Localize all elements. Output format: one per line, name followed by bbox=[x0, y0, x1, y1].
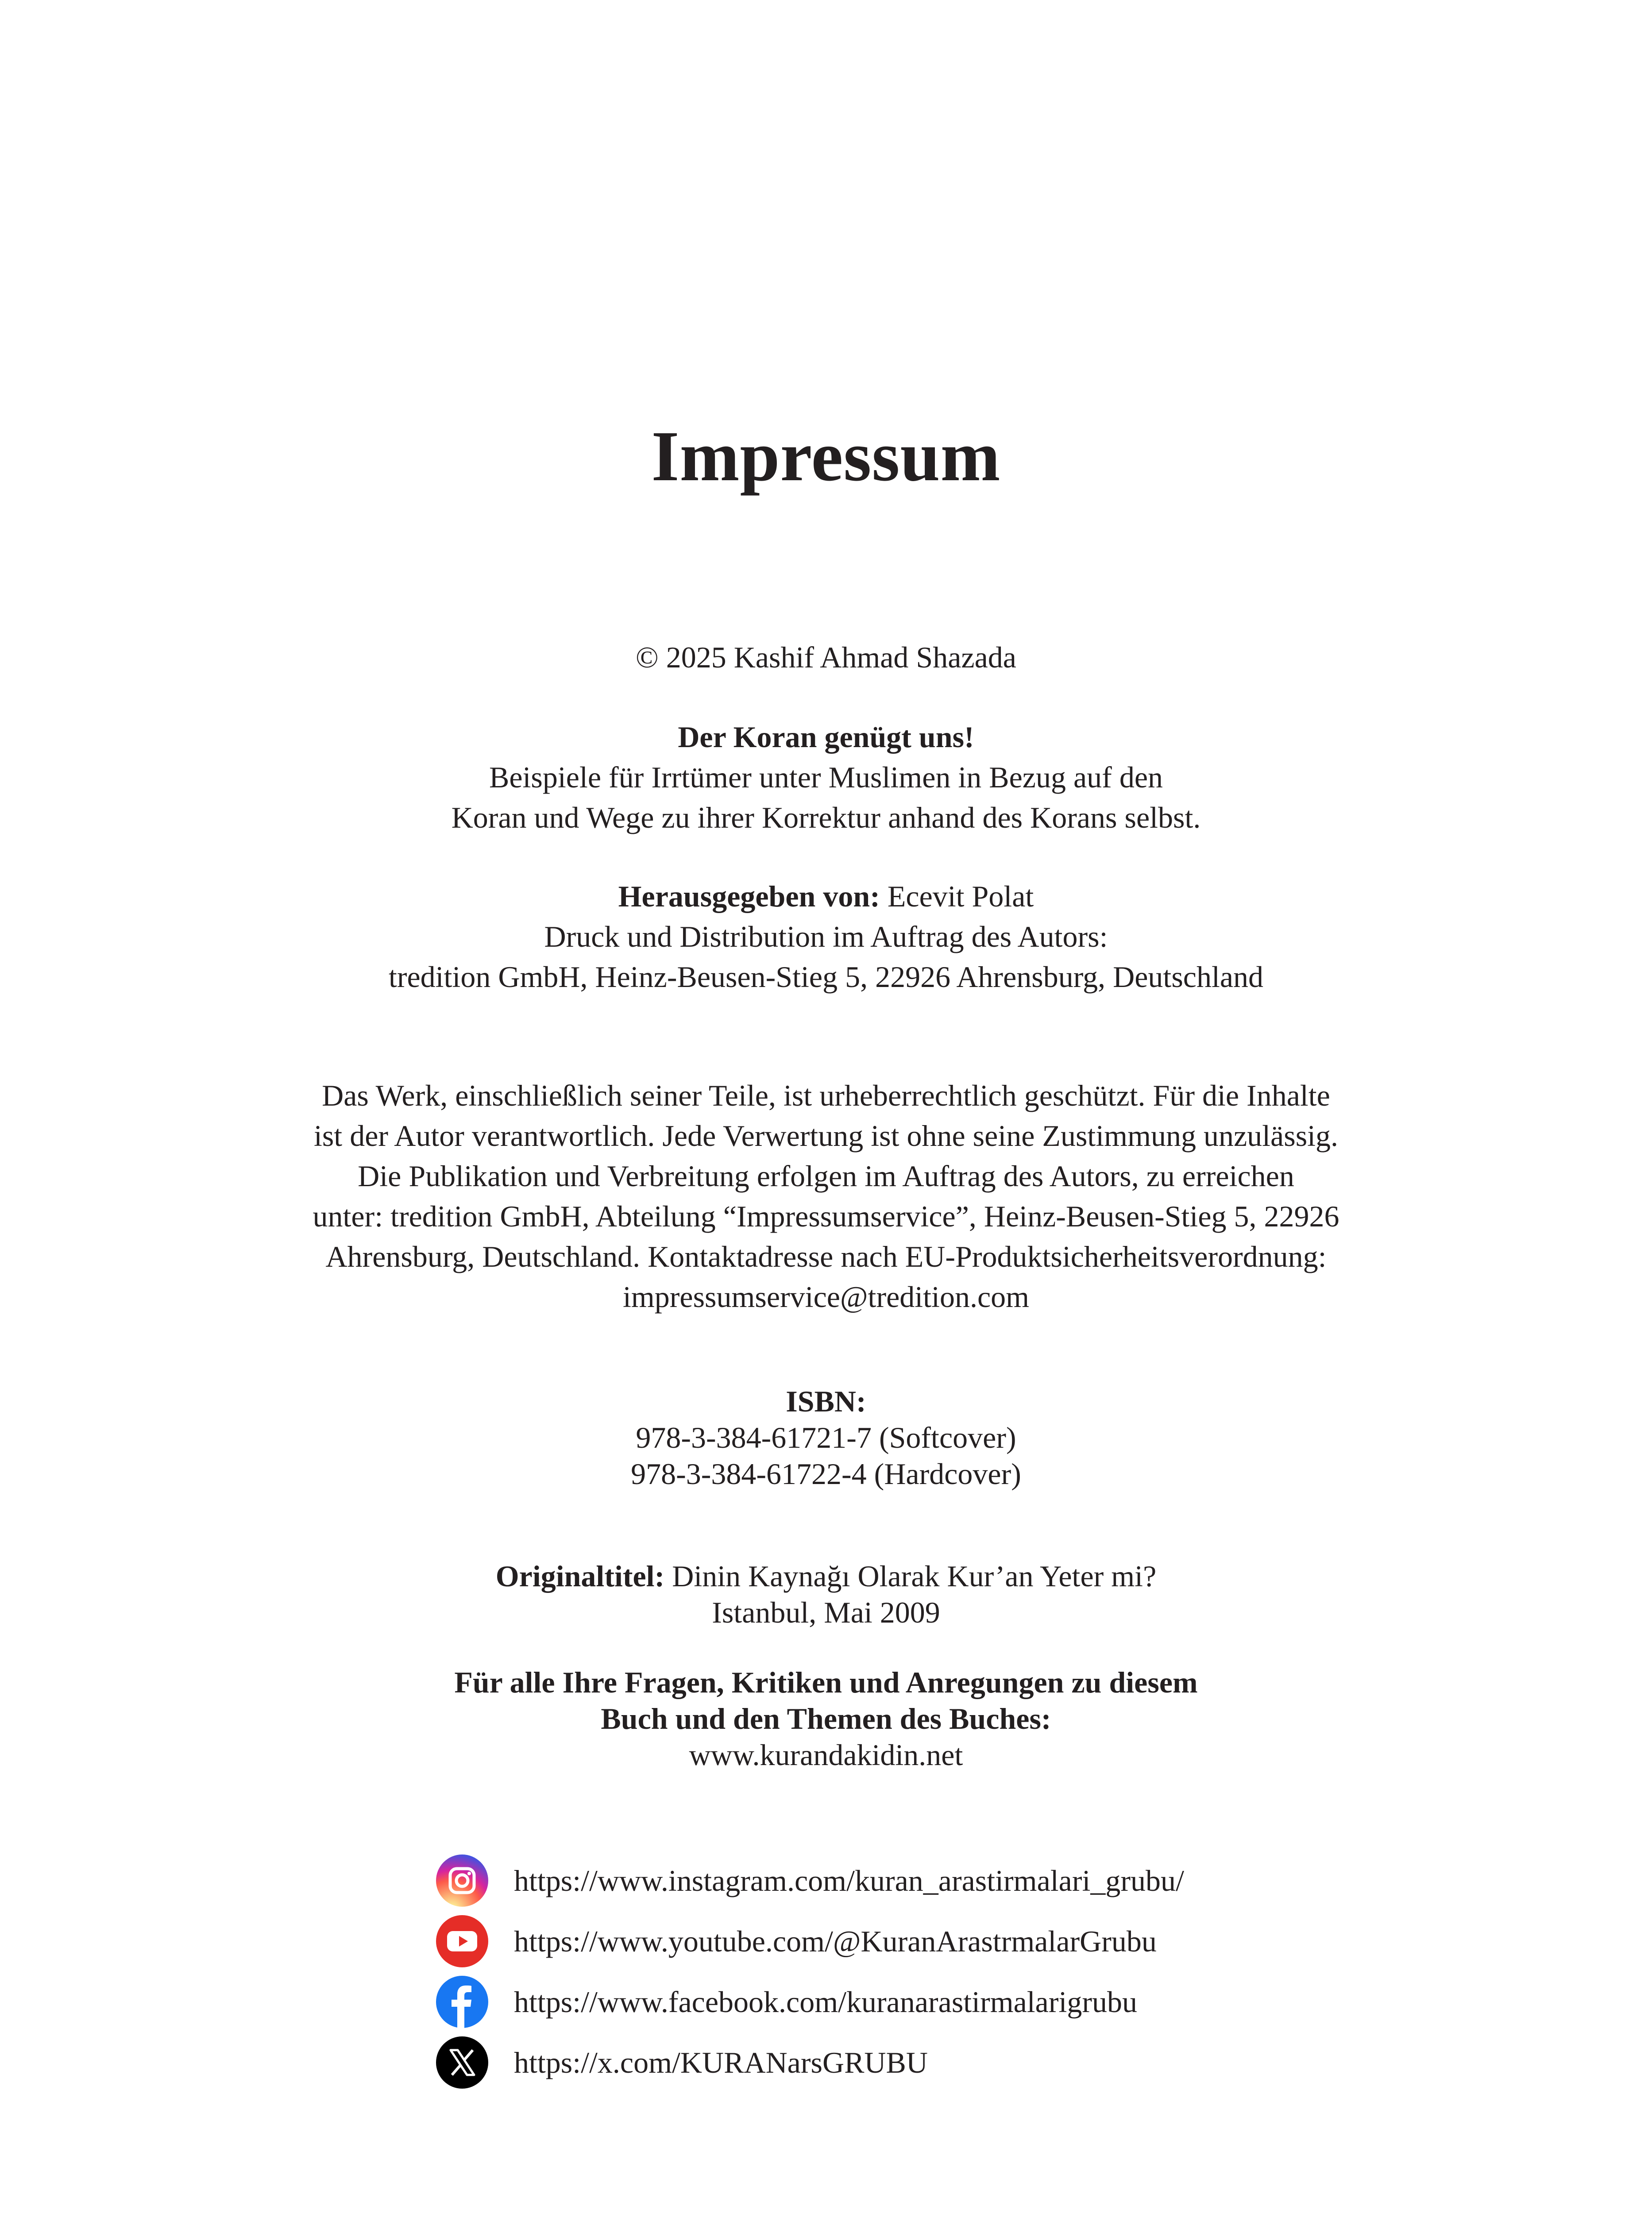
social-row-facebook[interactable] bbox=[436, 1971, 1454, 2032]
isbn-info bbox=[0, 1383, 1652, 1492]
facebook-url[interactable]: https://www.facebook.com/kuranarastirmalarigrubu bbox=[514, 1985, 1138, 2019]
website-link[interactable]: www.kurandakidin.net bbox=[689, 1738, 963, 1772]
instagram-url[interactable]: https://www.instagram.com/kuran_arastirmalari_grubu/ bbox=[514, 1863, 1184, 1897]
social-links bbox=[436, 1850, 1454, 2093]
isbn-softcover: 978-3-384-61721-7 (Softcover) bbox=[636, 1421, 1016, 1454]
publisher-info bbox=[0, 876, 1652, 997]
copyright-notice bbox=[0, 637, 1652, 678]
original-place-date: Istanbul, Mai 2009 bbox=[712, 1596, 940, 1629]
legal-line: Das Werk, einschließlich seiner Teile, ist urheberrechtlich geschützt. Für die Inhalte bbox=[322, 1079, 1330, 1112]
original-title-text: Dinin Kaynağı Olarak Kur’an Yeter mi? bbox=[664, 1559, 1157, 1593]
isbn-label: ISBN: bbox=[786, 1384, 866, 1418]
original-title-line bbox=[0, 1558, 1652, 1594]
social-row-youtube[interactable] bbox=[436, 1911, 1454, 1971]
publisher-name: Ecevit Polat bbox=[880, 879, 1034, 913]
original-title-info bbox=[0, 1558, 1652, 1631]
original-title-label: Originaltitel: bbox=[495, 1559, 665, 1593]
legal-line: Die Publikation und Verbreitung erfolgen im Auftrag des Autors, zu erreichen bbox=[358, 1159, 1294, 1193]
book-info bbox=[0, 717, 1652, 838]
instagram-icon bbox=[436, 1854, 488, 1907]
book-title: Der Koran genügt uns! bbox=[678, 720, 974, 754]
publisher-line bbox=[0, 876, 1652, 917]
legal-line: ist der Autor verantwortlich. Jede Verwertung ist ohne seine Zustimmung unzulässig. bbox=[313, 1119, 1339, 1153]
book-subtitle-line: Beispiele für Irrtümer unter Muslimen in Bezug auf den bbox=[489, 760, 1163, 794]
legal-email: impressumservice@tredition.com bbox=[622, 1280, 1030, 1314]
distribution-line: Druck und Distribution im Auftrag des Autors: bbox=[544, 920, 1108, 953]
x-url[interactable]: https://x.com/KURANarsGRUBU bbox=[514, 2045, 928, 2079]
legal-line: unter: tredition GmbH, Abteilung “Impressumservice”, Heinz-Beusen-Stieg 5, 22926 bbox=[313, 1199, 1339, 1233]
book-subtitle-line: Koran und Wege zu ihrer Korrektur anhand des Korans selbst. bbox=[451, 801, 1201, 834]
legal-line: Ahrensburg, Deutschland. Kontaktadresse nach EU-Produktsicherheitsverordnung: bbox=[325, 1240, 1327, 1273]
facebook-icon bbox=[436, 1976, 488, 2028]
publisher-label: Herausgegeben von: bbox=[618, 879, 880, 913]
contact-line: Für alle Ihre Fragen, Kritiken und Anregungen zu diesem bbox=[454, 1666, 1198, 1699]
youtube-url[interactable]: https://www.youtube.com/@KuranArastrmalarGrubu bbox=[514, 1924, 1157, 1958]
x-icon bbox=[436, 2036, 488, 2089]
copyright-line: © 2025 Kashif Ahmad Shazada bbox=[636, 640, 1016, 674]
page-title: Impressum bbox=[651, 417, 1001, 496]
social-row-x[interactable] bbox=[436, 2032, 1454, 2093]
isbn-hardcover: 978-3-384-61722-4 (Hardcover) bbox=[631, 1457, 1021, 1491]
distribution-address: tredition GmbH, Heinz-Beusen-Stieg 5, 22926 Ahrensburg, Deutschland bbox=[388, 960, 1264, 994]
contact-info bbox=[0, 1664, 1652, 1773]
social-row-instagram[interactable] bbox=[436, 1850, 1454, 1911]
youtube-icon bbox=[436, 1915, 488, 1967]
legal-notice bbox=[0, 1076, 1652, 1317]
contact-line: Buch und den Themen des Buches: bbox=[601, 1702, 1051, 1735]
